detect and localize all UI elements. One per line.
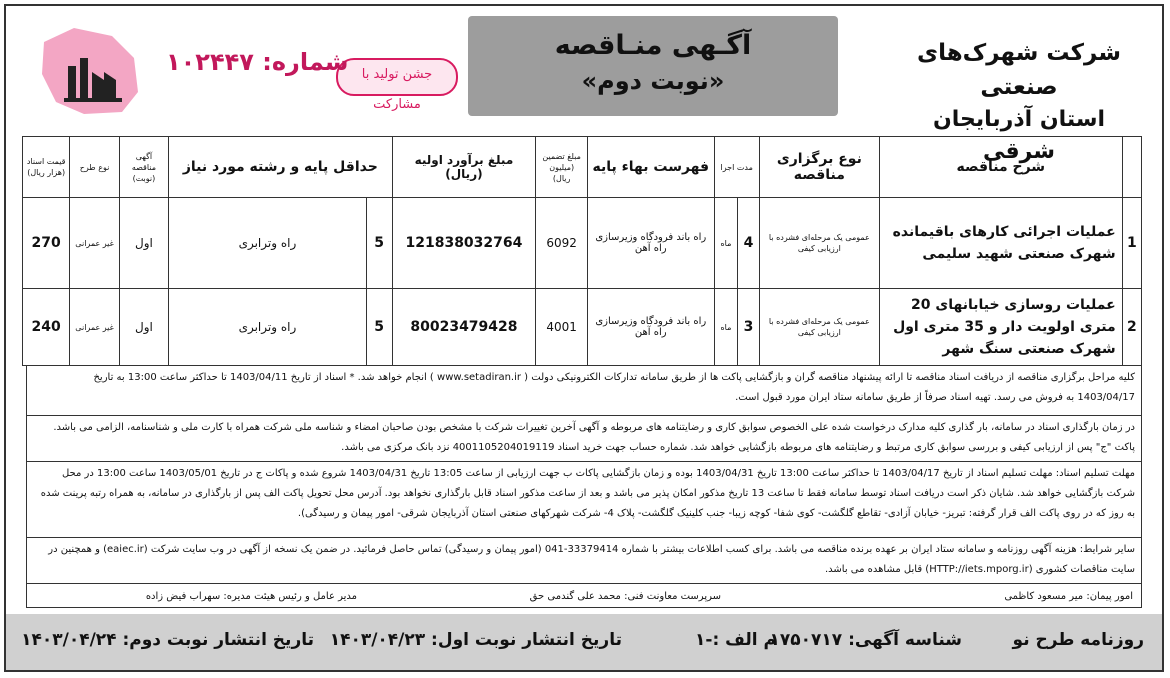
row-index: 1 <box>1122 198 1141 289</box>
row-notice: اول <box>119 289 168 366</box>
ad-code: م الف :-۱ <box>695 630 776 650</box>
header <box>6 6 1162 164</box>
header-duration: مدت اجرا <box>714 137 759 198</box>
industrial-estates-logo-icon <box>34 22 144 118</box>
note-deadline: مهلت تسلیم اسناد: مهلت تسلیم اسناد از تاریخ 1403/04/17 تا حداکثر ساعت 13:00 تاریخ 1403/04/31 بوده و زمان بازگشایی پاکات ب جهت ارزیابی از ساعت 13:05 تاریخ 1403/04/31 شروع شده و پاکات ج در تاریخ 1403/05/01 ساعت 13:00 در محل شرکت بازگشایی خواهد شد. شایان ذکر است دریافت اسناد توسط سامانه فقط تا ساعت 13 تاریخ مذکور امکان پذیر می باشد و بعد از ساعت مذکور اسناد قابل بارگذاری نخواهد بود. آدرس محل تحویل پاکت الف پس از بارگذاری در سامانه، به همراه رتبه پرینت شده به روز که در روی پاکت الف قرار گرفته: تبریز- خیابان آزادی- تقاطع گلگشت- کوی شفا- کوچه زیبا- جنب کلینیک گلگشت- پلاک 4- شرکت شهرکهای صنعتی استان آذربایجان شرقی- امور پیمان و رسیدگی). <box>26 462 1142 538</box>
row-grade: 5 <box>366 198 392 289</box>
company-line-2: استان آذربایجان شرقی <box>932 107 1106 164</box>
header-qualification: حداقل پایه و رشته مورد نیاز <box>169 137 392 198</box>
header-notice: آگهی مناقصه (نوبت) <box>119 137 168 198</box>
row-estimate: 80023479428 <box>392 289 536 366</box>
row-type: عمومی یک مرحله‌ای فشرده با ارزیابی کیفی <box>759 198 879 289</box>
row-index: 2 <box>1122 289 1141 366</box>
table-row <box>23 198 1142 289</box>
row-type: عمومی یک مرحله‌ای فشرده با ارزیابی کیفی <box>759 289 879 366</box>
table-header-row <box>23 137 1142 198</box>
note-other-conditions: سایر شرایط: هزینه آگهی روزنامه و سامانه ستاد ایران بر عهده برنده مناقصه می باشد. برای کسب اطلاعات بیشتر با شماره 33379414-041 (امور پیمان و رسیدگی) تماس حاصل فرمائید. در ضمن یک نسخه از آگهی در وب سایت شرکت (eaiec.ir) و همچنین در سایت مناقصات کشوری (HTTP://iets.mporg.ir) قابل مشاهده می باشد. <box>26 538 1142 584</box>
header-estimate: مبلغ برآورد اولیه (ریال) <box>392 137 536 198</box>
ad-number: شماره: ۱۰۲۴۴۷ <box>166 48 349 76</box>
row-deposit: 6092 <box>536 198 588 289</box>
tender-advertisement <box>4 4 1164 672</box>
tender-table <box>22 136 1142 366</box>
title-box <box>468 16 838 116</box>
header-deposit: مبلغ تضمین (میلیون ریال) <box>536 137 588 198</box>
note-procedure: کلیه مراحل برگزاری مناقصه از دریافت اسناد مناقصه تا ارائه پیشنهاد مناقصه گران و بازگشایی پاکت ها از طریق سامانه تدارکات الکترونیکی دولت ( www.setadiran.ir ) انجام خواهد شد. * اسناد از تاریخ 1403/04/11 تا حداکثر ساعت 13:00 به تاریخ 1403/04/17 به فروش می رسد. تهیه اسناد صرفاً از طریق سامانه ستاد ایران مورد قبول است. <box>26 366 1142 416</box>
ad-title: آگـهی منـاقصه <box>554 30 752 61</box>
row-field: راه وترابری <box>169 289 367 366</box>
row-duration-value: 4 <box>738 198 759 289</box>
row-duration-value: 3 <box>738 289 759 366</box>
ad-round: «نوبت دوم» <box>581 67 725 95</box>
row-duration-unit: ماه <box>714 198 738 289</box>
header-plan-type: نوع طرح <box>70 137 119 198</box>
signatures-row <box>26 584 1142 608</box>
header-doc-price: قیمت اسناد (هزار ریال) <box>23 137 70 198</box>
row-notice: اول <box>119 198 168 289</box>
header-index <box>1122 137 1141 198</box>
first-publish-date: تاریخ انتشار نوبت اول: ۱۴۰۳/۰۴/۲۳ <box>329 630 622 650</box>
row-duration-unit: ماه <box>714 289 738 366</box>
row-price-list: راه باند فرودگاه وزیرسازی راه آهن <box>587 289 714 366</box>
row-field: راه وترابری <box>169 198 367 289</box>
company-line-1: شرکت شهرک‌های صنعتی <box>917 40 1121 100</box>
row-description: عملیات روسازی خیابانهای 20 متری اولویت دار و 35 متری اول شهرک صنعتی سنگ شهر <box>879 289 1122 366</box>
row-doc-price: 240 <box>23 289 70 366</box>
header-type: نوع برگزاری مناقصه <box>759 137 879 198</box>
row-grade: 5 <box>366 289 392 366</box>
row-price-list: راه باند فرودگاه وزیرسازی راه آهن <box>587 198 714 289</box>
ad-id: شناسه آگهی: ۱۷۵۰۷۱۷ <box>769 630 962 650</box>
row-description: عملیات اجرائی کارهای باقیمانده شهرک صنعتی شهید سلیمی <box>879 198 1122 289</box>
newspaper-name: روزنامه طرح نو <box>1012 630 1144 650</box>
row-plan-type: غیر عمرانی <box>70 289 119 366</box>
second-publish-date: تاریخ انتشار نوبت دوم: ۱۴۰۳/۰۴/۲۴ <box>21 630 314 650</box>
footer <box>6 614 1162 670</box>
row-deposit: 4001 <box>536 289 588 366</box>
row-doc-price: 270 <box>23 198 70 289</box>
header-description: شرح مناقصه <box>879 137 1122 198</box>
table-row <box>23 289 1142 366</box>
slogan-badge: جشن تولید با مشارکت <box>336 58 458 96</box>
header-price-list: فهرست بهاء پایه <box>587 137 714 198</box>
signature-ceo: مدیر عامل و رئیس هیئت مدیره: سهراب فیض زاده <box>145 591 357 602</box>
signature-contracts: امور پیمان: میر مسعود کاظمی <box>1004 591 1133 602</box>
row-plan-type: غیر عمرانی <box>70 198 119 289</box>
note-documents: در زمان بارگذاری اسناد در سامانه، بار گذاری کلیه مدارک درخواست شده علی الخصوص سوابق کاری و رضایتنامه های مربوطه و آگهی آخرین تغییرات شرکت با مشخص بودن صاحبان امضاء و شناسه ملی شرکت همراه با کارت ملی و شناسنامه، الزامی می باشد. پاکت "ج" پس از ارزیابی کیفی و بررسی سوابق کاری مرتبط و رضایتنامه های مربوطه بازگشایی خواهد شد. شماره حساب جهت خرید اسناد 4001105204019119 نزد بانک مرکزی می باشد. <box>26 416 1142 462</box>
row-estimate: 121838032764 <box>392 198 536 289</box>
signature-technical: سرپرست معاونت فنی: محمد علی گندمی حق <box>529 591 721 602</box>
